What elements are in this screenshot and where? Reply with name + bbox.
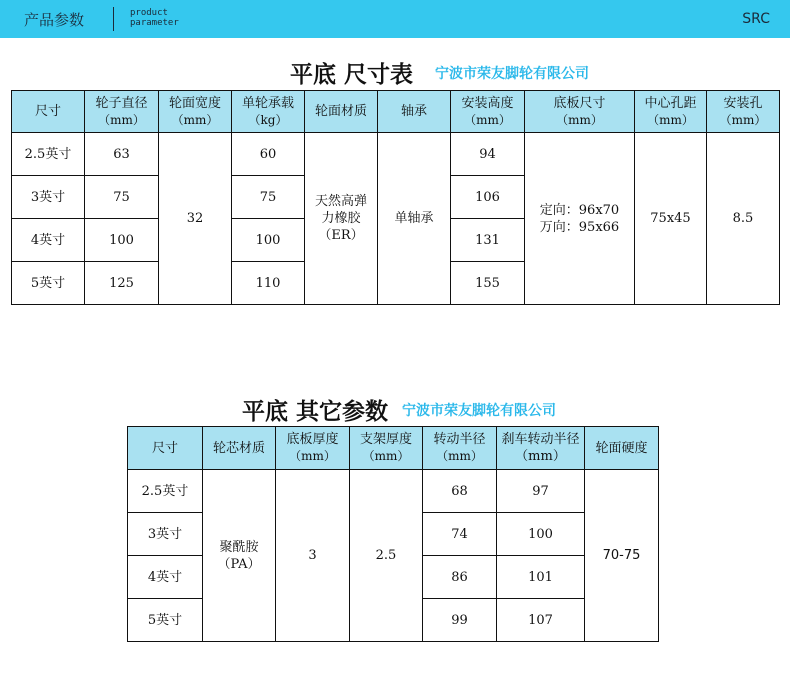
col-header-material: 轮面材质 bbox=[305, 91, 378, 133]
col-header-load: 单轮承载 （kg） bbox=[232, 91, 305, 133]
header-subtitle bbox=[130, 8, 179, 28]
col-header-plate-thickness: 底板厚度 （mm） bbox=[276, 427, 350, 470]
cell-brake-swivel-radius: 107 bbox=[497, 599, 585, 642]
col-header-swivel-radius: 转动半径 （mm） bbox=[423, 427, 497, 470]
cell-load: 60 bbox=[232, 133, 305, 176]
cell-size: 3英寸 bbox=[12, 176, 85, 219]
table1-company: 宁波市荣友脚轮有限公司 bbox=[435, 65, 590, 82]
other-table-header-row bbox=[128, 427, 659, 470]
cell-height: 94 bbox=[451, 133, 525, 176]
header-brand: SRC bbox=[742, 11, 770, 27]
cell-size: 5英寸 bbox=[12, 262, 85, 305]
cell-size: 5英寸 bbox=[128, 599, 203, 642]
col-header-bearing: 轴承 bbox=[378, 91, 451, 133]
col-header-brake-swivel-radius: 刹车转动半径（mm） bbox=[497, 427, 585, 470]
cell-swivel-radius: 99 bbox=[423, 599, 497, 642]
table1-heading bbox=[290, 56, 589, 89]
cell-bearing: 单轴承 bbox=[378, 133, 451, 305]
cell-swivel-radius: 68 bbox=[423, 470, 497, 513]
cell-size: 4英寸 bbox=[128, 556, 203, 599]
cell-plate-size: 定向：96x70 万向：95x66 bbox=[525, 133, 635, 305]
cell-material: 天然高弹 力橡胶 （ER） bbox=[305, 133, 378, 305]
col-header-core-material: 轮芯材质 bbox=[203, 427, 276, 470]
header-divider bbox=[113, 7, 114, 31]
cell-load: 75 bbox=[232, 176, 305, 219]
cell-size: 2.5英寸 bbox=[128, 470, 203, 513]
cell-diameter: 75 bbox=[85, 176, 159, 219]
cell-diameter: 63 bbox=[85, 133, 159, 176]
cell-size: 3英寸 bbox=[128, 513, 203, 556]
size-table bbox=[11, 90, 780, 305]
cell-core-material: 聚酰胺 （PA） bbox=[203, 470, 276, 642]
cell-height: 106 bbox=[451, 176, 525, 219]
col-header-plate-size: 底板尺寸 （mm） bbox=[525, 91, 635, 133]
table2-heading bbox=[242, 393, 556, 426]
col-header-diameter: 轮子直径 （mm） bbox=[85, 91, 159, 133]
cell-plate-thickness: 3 bbox=[276, 470, 350, 642]
cell-diameter: 100 bbox=[85, 219, 159, 262]
cell-load: 100 bbox=[232, 219, 305, 262]
cell-size: 4英寸 bbox=[12, 219, 85, 262]
other-params-table bbox=[127, 426, 659, 642]
col-header-size: 尺寸 bbox=[12, 91, 85, 133]
table2-company: 宁波市荣友脚轮有限公司 bbox=[402, 402, 557, 419]
table-row bbox=[128, 470, 659, 513]
col-header-width: 轮面宽度 （mm） bbox=[159, 91, 232, 133]
cell-height: 155 bbox=[451, 262, 525, 305]
table-row bbox=[12, 133, 780, 176]
cell-brake-swivel-radius: 100 bbox=[497, 513, 585, 556]
table2-title: 平底 其它参数 bbox=[242, 399, 389, 425]
table1-title: 平底 尺寸表 bbox=[290, 62, 414, 88]
header-subtitle-line1: product bbox=[130, 8, 168, 18]
cell-height: 131 bbox=[451, 219, 525, 262]
col-header-hardness: 轮面硬度 bbox=[585, 427, 659, 470]
col-header-size: 尺寸 bbox=[128, 427, 203, 470]
cell-swivel-radius: 74 bbox=[423, 513, 497, 556]
cell-width: 32 bbox=[159, 133, 232, 305]
cell-hole-distance: 75x45 bbox=[635, 133, 707, 305]
header-subtitle-line2: parameter bbox=[130, 18, 179, 28]
cell-brake-swivel-radius: 101 bbox=[497, 556, 585, 599]
col-header-height: 安装高度 （mm） bbox=[451, 91, 525, 133]
cell-diameter: 125 bbox=[85, 262, 159, 305]
cell-load: 110 bbox=[232, 262, 305, 305]
cell-hardness: 70-75 bbox=[585, 470, 659, 642]
col-header-hole-distance: 中心孔距 （mm） bbox=[635, 91, 707, 133]
header-title: 产品参数 bbox=[24, 11, 85, 29]
cell-mount-hole: 8.5 bbox=[707, 133, 780, 305]
cell-swivel-radius: 86 bbox=[423, 556, 497, 599]
cell-bracket-thickness: 2.5 bbox=[350, 470, 423, 642]
col-header-mount-hole: 安装孔 （mm） bbox=[707, 91, 780, 133]
col-header-bracket-thickness: 支架厚度 （mm） bbox=[350, 427, 423, 470]
cell-brake-swivel-radius: 97 bbox=[497, 470, 585, 513]
size-table-header-row bbox=[12, 91, 780, 133]
header-bar bbox=[0, 0, 790, 38]
cell-size: 2.5英寸 bbox=[12, 133, 85, 176]
